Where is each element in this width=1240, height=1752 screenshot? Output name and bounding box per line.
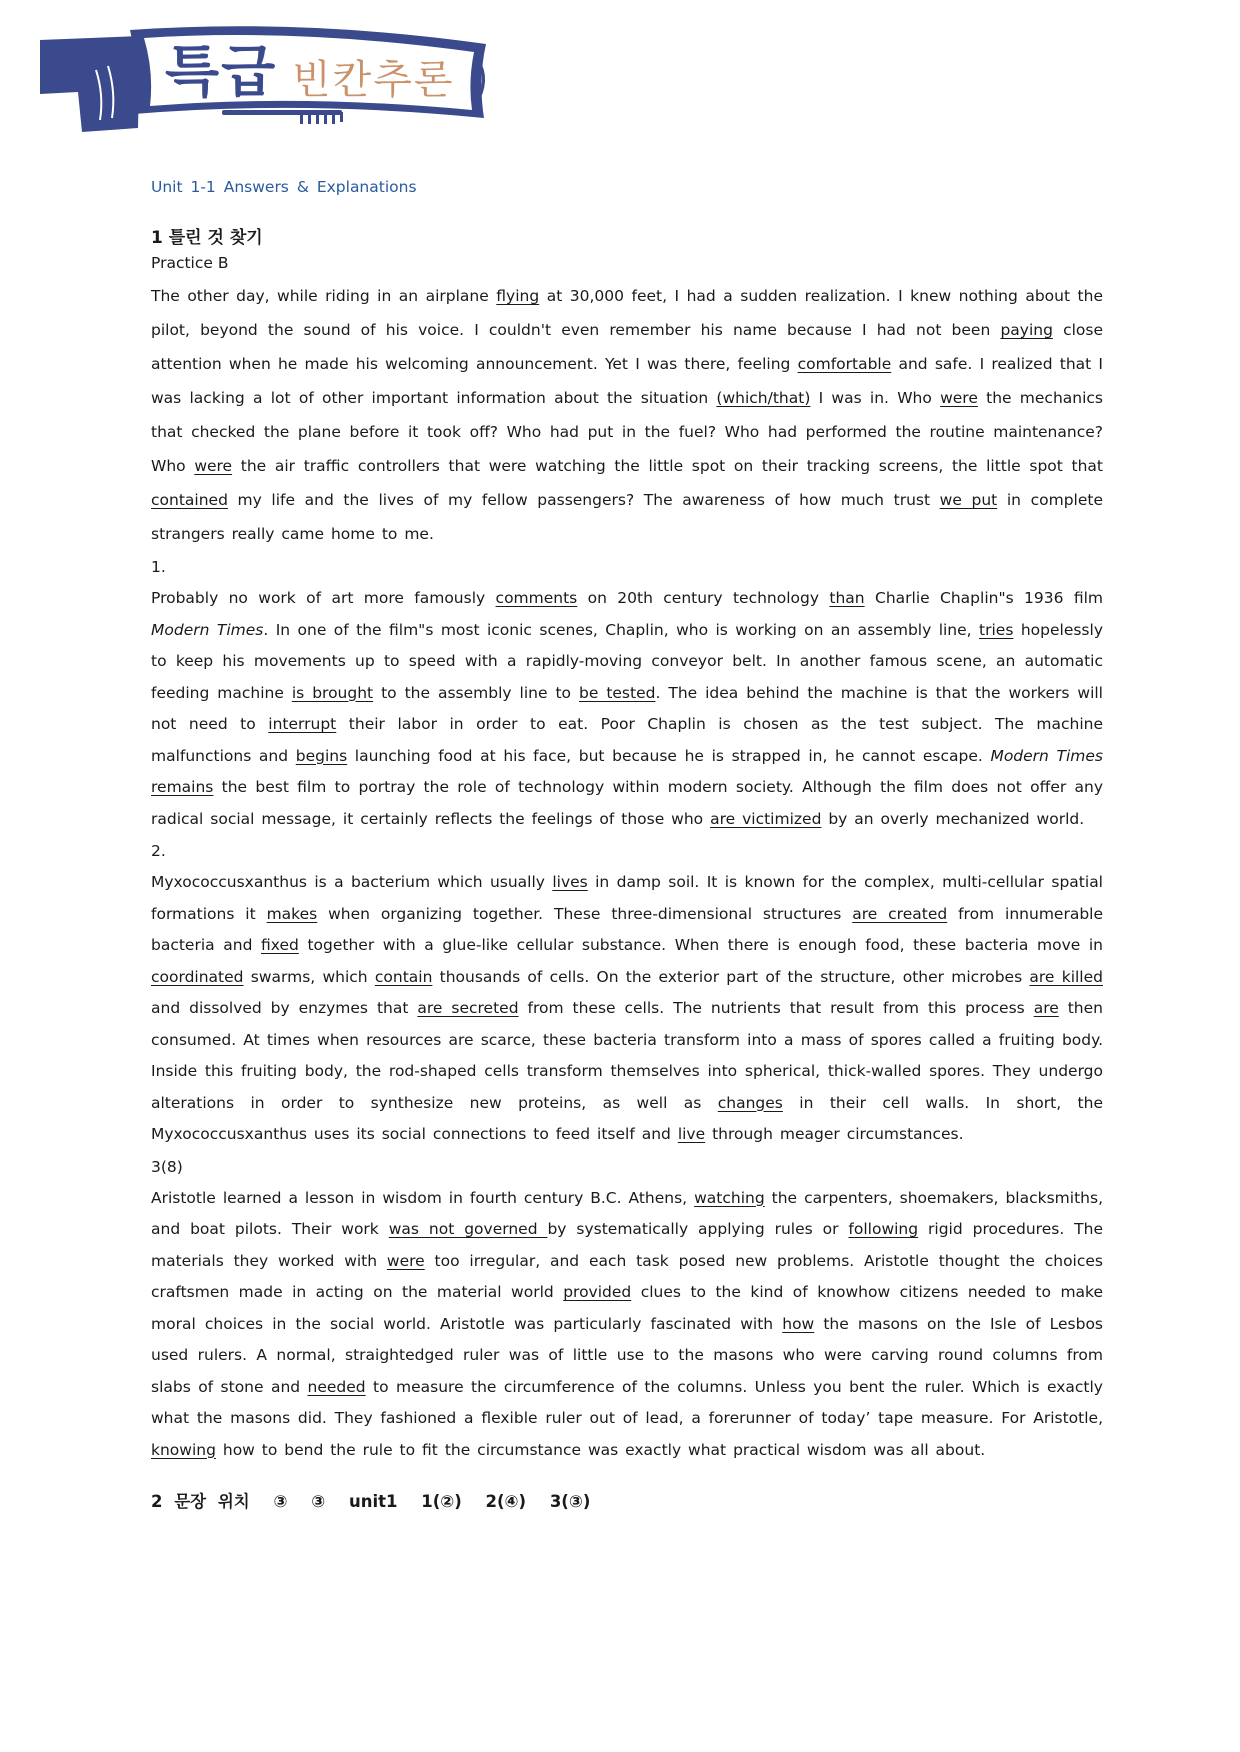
underlined-answer: interrupt <box>268 715 337 733</box>
underlined-answer: watching <box>694 1188 765 1207</box>
text-run: and safe. I realized that I was lacking a lot of other important information about the situation <box>151 355 1104 407</box>
section2-answer: 2(④) <box>485 1492 527 1511</box>
text-run: the mechanics that checked the plane before it took off? Who had put in the fuel? Who had performed the routine maintenance? Who <box>151 389 1103 475</box>
text-run: launching food at his face, but because he is strapped in, he cannot escape. <box>347 746 991 765</box>
item-3-passage <box>151 1183 1103 1467</box>
section2-answer: 1(②) <box>421 1492 462 1511</box>
banner-title-main: 특급 <box>165 40 278 105</box>
text-run: thousands of cells. On the exterior part of the structure, other microbes <box>432 967 1030 986</box>
text-run: clues to the kind of knowhow citizens needed to make moral choices in the social world. Aristotle was particularly fascinated with <box>151 1283 1104 1333</box>
underlined-answer: are created <box>852 904 948 923</box>
text-run: in damp soil. It is known for the complex, multi-cellular spatial formations it <box>151 873 1103 923</box>
item-3-label: 3(8) <box>151 1157 183 1176</box>
text-run: when organizing together. These three-dimensional structures <box>317 904 853 923</box>
underlined-answer: makes <box>266 904 318 923</box>
text-run: Aristotle learned a lesson in wisdom in fourth century B.C. Athens, <box>151 1188 695 1207</box>
text-run: in their cell walls. In short, the Myxococcusxanthus uses its social connections to feed itself and <box>151 1093 1103 1143</box>
section1-subtitle: Practice B <box>151 254 229 272</box>
text-run: by systematically applying rules or <box>547 1220 849 1238</box>
section2-answer-line <box>151 1488 1103 1512</box>
underlined-answer: (which/that) <box>716 389 811 407</box>
text-run: Probably no work of art more famously <box>151 589 496 607</box>
underlined-answer: tries <box>979 620 1014 639</box>
text-run: to the assembly line to <box>373 683 579 702</box>
underlined-answer: live <box>677 1125 706 1143</box>
item-2-label: 2. <box>151 842 166 860</box>
underlined-answer: coordinated <box>151 967 244 986</box>
text-run: rigid procedures. The materials they worked with <box>151 1220 1103 1270</box>
text-run: . In one of the film"s most iconic scenes, Chaplin, who is working on an assembly line, <box>263 620 980 639</box>
text-run: in complete strangers really came home to me. <box>151 491 1104 543</box>
underlined-answer: are <box>1033 999 1059 1017</box>
underlined-answer: are victimized <box>710 809 822 828</box>
underlined-answer: be tested <box>578 683 656 702</box>
text-run: and dissolved by enzymes that <box>151 999 418 1017</box>
text-run: . The idea behind the machine is that the workers will not need to <box>151 683 1103 733</box>
item-1-passage <box>151 583 1103 835</box>
underlined-answer: comments <box>495 589 578 607</box>
text-run: the carpenters, shoemakers, blacksmiths, and boat pilots. Their work <box>151 1188 1103 1238</box>
section2-answer: ③ <box>273 1492 288 1511</box>
section2-answer: 3(③) <box>549 1492 591 1511</box>
underlined-answer: provided <box>563 1283 632 1301</box>
practice-b-passage <box>151 279 1103 551</box>
section1-title: 1 틀린 것 찾기 <box>151 228 263 248</box>
text-run: my life and the lives of my fellow passengers? The awareness of how much trust <box>227 491 940 509</box>
text-run: through meager circumstances. <box>705 1125 964 1143</box>
text-run: from innumerable bacteria and <box>151 904 1104 954</box>
item-2-passage <box>151 867 1103 1151</box>
text-run: Charlie Chaplin"s 1936 film <box>864 589 1103 607</box>
document-body <box>151 178 1103 1512</box>
italic-title: Modern Times <box>990 746 1104 765</box>
underlined-answer: were <box>940 389 978 407</box>
text-run: from these cells. The nutrients that result from this process <box>518 999 1034 1017</box>
text-run: swarms, which <box>243 967 375 986</box>
underlined-answer: knowing <box>151 1440 216 1459</box>
item-1-label: 1. <box>151 558 166 576</box>
underlined-answer: lives <box>552 873 588 891</box>
underlined-answer: fixed <box>261 936 299 954</box>
text-run: on 20th century technology <box>577 589 830 607</box>
underlined-answer: changes <box>717 1093 783 1112</box>
underlined-answer: begins <box>295 746 348 765</box>
underlined-answer: were <box>194 457 233 475</box>
text-run: the air traffic controllers that were watching the little spot on their tracking screens, the little spot that <box>232 457 1103 475</box>
section2-answer: unit1 <box>348 1492 398 1511</box>
text-run: hopelessly to keep his movements up to speed with a rapidly-moving conveyor belt. In another famous scene, an automatic feeding machine <box>151 620 1103 702</box>
unit-title: Unit 1-1 Answers & Explanations <box>151 178 417 196</box>
header-banner <box>0 0 500 160</box>
text-run: then consumed. At times when resources are scarce, these bacteria transform into a mass of spores called a fruiting body. Inside this fruiting body, the rod-shaped cells transform themselves into spherical, thick-walled spores. They undergo alterations in order to synthesize new proteins, as well as <box>151 999 1103 1112</box>
text-run: I was in. Who <box>810 389 941 407</box>
underlined-answer: are secreted <box>417 999 519 1017</box>
underlined-answer: contained <box>151 491 228 509</box>
underlined-answer: is brought <box>291 683 374 702</box>
underlined-answer: were <box>386 1251 425 1270</box>
text-run: by an overly mechanized world. <box>821 809 1085 828</box>
text-run: Myxococcusxanthus is a bacterium which usually <box>151 873 553 891</box>
underlined-answer: how <box>782 1314 815 1333</box>
section2-answer: ③ <box>311 1492 326 1511</box>
underlined-answer: was not governed <box>388 1220 548 1238</box>
underlined-answer: following <box>848 1220 919 1238</box>
underlined-answer: remains <box>151 778 214 796</box>
italic-title: Modern Times <box>151 620 264 639</box>
underlined-answer: are killed <box>1029 967 1103 986</box>
underlined-answer: we put <box>939 491 998 509</box>
underlined-answer: comfortable <box>797 355 892 373</box>
text-run: at 30,000 feet, I had a sudden realization. I knew nothing about the pilot, beyond the sound of his voice. I couldn't even remember his name because I had not been <box>151 287 1103 339</box>
text-run: The other day, while riding in an airplane <box>151 287 497 305</box>
text-run: close attention when he made his welcoming announcement. Yet I was there, feeling <box>151 321 1103 373</box>
text-run: the best film to portray the role of technology within modern society. Although the film does not offer any radical social message, it certainly reflects the feelings of those who <box>151 778 1103 828</box>
text-run: together with a glue-like cellular substance. When there is enough food, these bacteria move in <box>298 936 1104 954</box>
underlined-answer: contain <box>374 967 433 986</box>
underlined-answer: paying <box>1000 321 1053 339</box>
banner-title-sub: 빈칸추론 <box>292 57 455 103</box>
underlined-answer: than <box>829 589 865 607</box>
text-run: the masons on the Isle of Lesbos used rulers. A normal, straightedged ruler was of little use to the masons who were carving round columns from slabs of stone and <box>151 1314 1104 1396</box>
underlined-answer: flying <box>496 287 540 305</box>
section2-title: 2 문장 위치 <box>151 1492 250 1511</box>
text-run: too irregular, and each task posed new problems. Aristotle thought the choices craftsmen made in acting on the material world <box>151 1251 1103 1301</box>
text-run: their labor in order to eat. Poor Chaplin is chosen as the test subject. The machine malfunctions and <box>151 715 1104 765</box>
underlined-answer: needed <box>307 1377 366 1396</box>
text-run: how to bend the rule to fit the circumstance was exactly what practical wisdom was all about. <box>215 1440 986 1459</box>
text-run: to measure the circumference of the columns. Unless you bent the ruler. Which is exactly what the masons did. They fashioned a flexible ruler out of lead, a forerunner of today’ tape measure. For Aristotle, <box>151 1377 1103 1427</box>
